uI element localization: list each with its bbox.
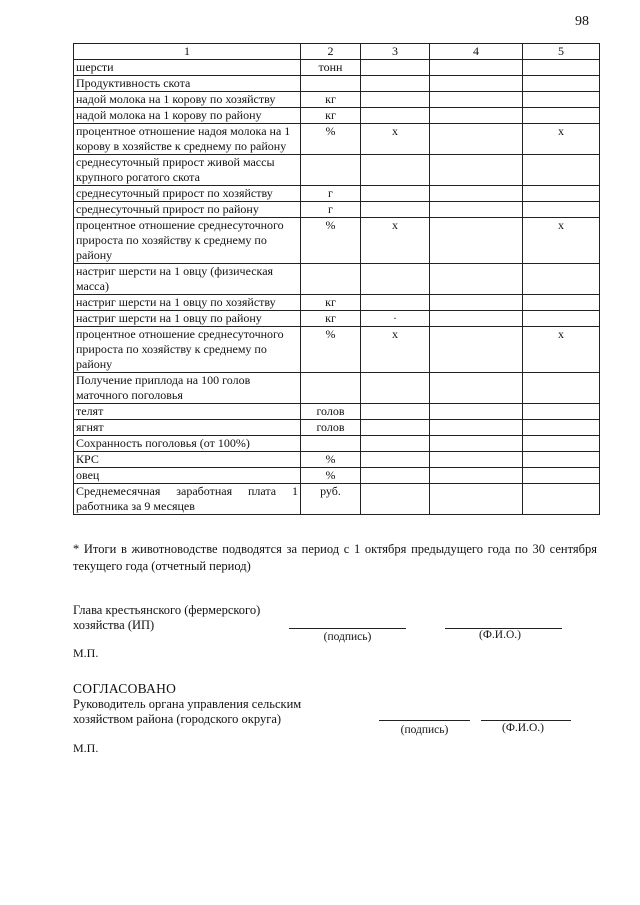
row-value-cell-2: кг <box>301 311 361 327</box>
row-value-cell-5 <box>523 264 600 295</box>
table-row <box>74 295 600 311</box>
table-row <box>74 155 600 186</box>
row-value-cell-5 <box>523 60 600 76</box>
row-label-cell: овец <box>74 468 301 484</box>
row-value-cell-3 <box>361 92 430 108</box>
row-value-cell-4 <box>430 264 523 295</box>
row-value-cell-4 <box>430 311 523 327</box>
row-value-cell-2: тонн <box>301 60 361 76</box>
approval-title: СОГЛАСОВАНО <box>73 681 177 696</box>
row-value-cell-4 <box>430 92 523 108</box>
table-row <box>74 404 600 420</box>
row-value-cell-3: x <box>361 218 430 264</box>
row-value-cell-3 <box>361 436 430 452</box>
row-value-cell-2: % <box>301 218 361 264</box>
row-label-cell: среднесуточный прирост живой массы крупного рогатого скота <box>74 155 301 186</box>
row-value-cell-3: x <box>361 124 430 155</box>
row-value-cell-3 <box>361 420 430 436</box>
row-label-cell: Получение приплода на 100 голов маточного поголовья <box>74 373 301 404</box>
footnote: * Итоги в животноводстве подводятся за период с 1 октября предыдущего года по 30 сентября текущего года (отчетный период) <box>73 542 597 573</box>
table-row <box>74 264 600 295</box>
row-value-cell-4 <box>430 436 523 452</box>
head-signature-caption: (подпись) <box>323 631 372 643</box>
table-row <box>74 202 600 218</box>
row-value-cell-3: x <box>361 327 430 373</box>
table-row <box>74 92 600 108</box>
row-value-cell-3: · <box>361 311 430 327</box>
head-title-line2: хозяйства (ИП) <box>73 618 155 632</box>
row-value-cell-4 <box>430 327 523 373</box>
row-value-cell-2: % <box>301 124 361 155</box>
row-label-cell: процентное отношение среднесуточного прироста по хозяйству к среднему по району <box>74 218 301 264</box>
row-value-cell-4 <box>430 404 523 420</box>
row-value-cell-5 <box>523 295 600 311</box>
row-value-cell-5 <box>523 155 600 186</box>
row-value-cell-5 <box>523 436 600 452</box>
row-label-cell: Продуктивность скота <box>74 76 301 92</box>
header-cell-4: 4 <box>430 44 523 60</box>
row-value-cell-3 <box>361 108 430 124</box>
row-value-cell-5 <box>523 373 600 404</box>
row-value-cell-2 <box>301 76 361 92</box>
row-value-cell-5 <box>523 484 600 515</box>
head-name-caption: (Ф.И.О.) <box>479 629 521 641</box>
row-value-cell-3 <box>361 373 430 404</box>
table-header-row <box>74 44 600 60</box>
row-label-cell: настриг шерсти на 1 овцу по району <box>74 311 301 327</box>
table-row <box>74 186 600 202</box>
table-row <box>74 484 600 515</box>
row-value-cell-2: кг <box>301 92 361 108</box>
row-value-cell-4 <box>430 468 523 484</box>
table-row <box>74 218 600 264</box>
row-value-cell-5: x <box>523 218 600 264</box>
row-label-cell: телят <box>74 404 301 420</box>
row-value-cell-5 <box>523 202 600 218</box>
row-value-cell-4 <box>430 373 523 404</box>
row-value-cell-5 <box>523 311 600 327</box>
row-value-cell-2 <box>301 373 361 404</box>
row-label-cell: надой молока на 1 корову по хозяйству <box>74 92 301 108</box>
row-value-cell-4 <box>430 218 523 264</box>
row-value-cell-3 <box>361 468 430 484</box>
table-row <box>74 420 600 436</box>
row-value-cell-5 <box>523 452 600 468</box>
header-cell-2: 2 <box>301 44 361 60</box>
row-value-cell-3 <box>361 404 430 420</box>
row-value-cell-2: г <box>301 202 361 218</box>
row-value-cell-4 <box>430 202 523 218</box>
table-row <box>74 311 600 327</box>
row-value-cell-3 <box>361 76 430 92</box>
page-number: 98 <box>575 14 589 29</box>
row-label-cell: Сохранность поголовья (от 100%) <box>74 436 301 452</box>
row-value-cell-2: голов <box>301 420 361 436</box>
table-row <box>74 327 600 373</box>
table-row <box>74 468 600 484</box>
row-value-cell-3 <box>361 60 430 76</box>
table-row <box>74 436 600 452</box>
row-label-cell: Среднемесячная заработная плата 1 работника за 9 месяцев <box>74 484 301 515</box>
row-value-cell-3 <box>361 155 430 186</box>
head-title-line1: Глава крестьянского (фермерского) <box>73 603 261 617</box>
row-label-cell: настриг шерсти на 1 овцу по хозяйству <box>74 295 301 311</box>
approval-text <box>73 697 301 727</box>
livestock-report-table <box>73 43 600 515</box>
row-value-cell-2 <box>301 264 361 295</box>
row-label-cell: процентное отношение надоя молока на 1 корову в хозяйстве к среднему по району <box>74 124 301 155</box>
row-value-cell-5: x <box>523 124 600 155</box>
row-value-cell-5 <box>523 92 600 108</box>
head-title <box>73 603 260 633</box>
approval-name-caption: (Ф.И.О.) <box>502 722 544 734</box>
head-seal-mark: М.П. <box>73 646 99 660</box>
approval-signature-caption: (подпись) <box>400 724 449 736</box>
row-value-cell-2: г <box>301 186 361 202</box>
approval-signature-line[interactable] <box>379 720 470 721</box>
row-label-cell: среднесуточный прирост по хозяйству <box>74 186 301 202</box>
row-value-cell-5 <box>523 404 600 420</box>
row-label-cell: надой молока на 1 корову по району <box>74 108 301 124</box>
header-cell-5: 5 <box>523 44 600 60</box>
approval-line1: Руководитель органа управления сельским <box>73 697 302 711</box>
row-value-cell-5: x <box>523 327 600 373</box>
row-value-cell-3 <box>361 295 430 311</box>
row-label-cell: КРС <box>74 452 301 468</box>
row-value-cell-2: % <box>301 452 361 468</box>
row-label-cell: ягнят <box>74 420 301 436</box>
row-value-cell-4 <box>430 186 523 202</box>
row-value-cell-2 <box>301 155 361 186</box>
table-row <box>74 108 600 124</box>
row-label-cell: шерсти <box>74 60 301 76</box>
row-value-cell-2: кг <box>301 295 361 311</box>
row-value-cell-4 <box>430 108 523 124</box>
row-value-cell-2: % <box>301 327 361 373</box>
row-value-cell-3 <box>361 186 430 202</box>
row-value-cell-4 <box>430 124 523 155</box>
table-row <box>74 124 600 155</box>
table-row <box>74 60 600 76</box>
approval-seal-mark: М.П. <box>73 741 99 755</box>
head-signature-line[interactable] <box>289 628 406 629</box>
row-value-cell-3 <box>361 264 430 295</box>
row-value-cell-4 <box>430 295 523 311</box>
row-value-cell-4 <box>430 484 523 515</box>
row-value-cell-5 <box>523 186 600 202</box>
row-value-cell-4 <box>430 452 523 468</box>
table-row <box>74 76 600 92</box>
row-value-cell-2: голов <box>301 404 361 420</box>
row-value-cell-2 <box>301 436 361 452</box>
row-value-cell-4 <box>430 155 523 186</box>
row-value-cell-2: % <box>301 468 361 484</box>
row-value-cell-3 <box>361 202 430 218</box>
row-value-cell-5 <box>523 468 600 484</box>
row-label-cell: среднесуточный прирост по району <box>74 202 301 218</box>
row-value-cell-3 <box>361 484 430 515</box>
table-row <box>74 373 600 404</box>
row-value-cell-4 <box>430 60 523 76</box>
row-value-cell-3 <box>361 452 430 468</box>
header-cell-3: 3 <box>361 44 430 60</box>
row-value-cell-2: кг <box>301 108 361 124</box>
approval-line2: хозяйством района (городского округа) <box>73 712 282 726</box>
row-value-cell-5 <box>523 108 600 124</box>
table-row <box>74 452 600 468</box>
row-label-cell: процентное отношение среднесуточного прироста по хозяйству к среднему по району <box>74 327 301 373</box>
row-value-cell-2: руб. <box>301 484 361 515</box>
approval-name-line[interactable] <box>481 720 571 721</box>
row-value-cell-5 <box>523 420 600 436</box>
row-value-cell-4 <box>430 76 523 92</box>
header-cell-1: 1 <box>74 44 301 60</box>
row-value-cell-5 <box>523 76 600 92</box>
row-label-cell: настриг шерсти на 1 овцу (физическая масса) <box>74 264 301 295</box>
row-value-cell-4 <box>430 420 523 436</box>
